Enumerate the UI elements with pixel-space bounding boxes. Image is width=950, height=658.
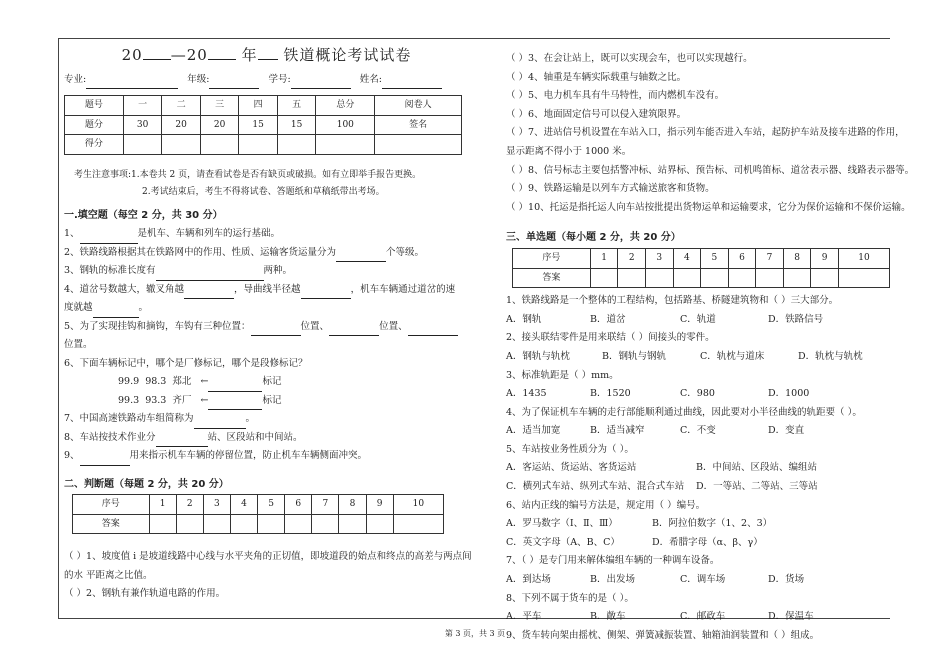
option[interactable]: A．钢轨 bbox=[506, 313, 542, 325]
answer-cell[interactable] bbox=[258, 514, 285, 534]
score-cell: 15 bbox=[277, 115, 316, 135]
choice-q9: 9、货车转向架由摇枕、侧架、弹簧减振装置、轴箱油润装置和（ ）组成。 bbox=[506, 629, 820, 641]
table-cell: 6 bbox=[728, 248, 756, 268]
answer-cell[interactable] bbox=[285, 514, 312, 534]
option[interactable]: B．阿拉伯数字（1、2、3） bbox=[652, 518, 773, 530]
score-cell: 题号 bbox=[65, 96, 124, 116]
score-cell: 20 bbox=[162, 115, 201, 135]
mark-text: 93.3 bbox=[145, 394, 167, 406]
table-cell: 答案 bbox=[513, 268, 591, 288]
table-cell: 4 bbox=[673, 248, 701, 268]
option[interactable]: B．中间站、区段站、编组站 bbox=[696, 462, 817, 474]
title-mid: —20 bbox=[170, 46, 208, 64]
judge-header-row bbox=[73, 495, 444, 515]
judge-answer-row bbox=[73, 514, 444, 534]
section-1-title: 一.填空题（每空 2 分，共 30 分） bbox=[64, 209, 223, 221]
answer-blank[interactable] bbox=[408, 325, 458, 336]
choice-q6: 6、站内正线的编号方法是，规定用（ ）编号。 bbox=[506, 499, 706, 511]
name-field[interactable] bbox=[382, 78, 442, 89]
option[interactable]: D．变直 bbox=[768, 425, 805, 437]
option[interactable]: C．轨道 bbox=[680, 313, 716, 325]
title-year: 年 bbox=[241, 46, 258, 64]
fill-q6-mark-a bbox=[64, 373, 469, 392]
option[interactable]: B．钢轨与钢轨 bbox=[602, 350, 666, 362]
answer-blank[interactable] bbox=[336, 251, 386, 262]
q-text: 7、中国高速铁路动车组简称为 bbox=[64, 413, 194, 424]
choice-q1-options bbox=[506, 311, 890, 330]
q-text: 站、区段站和中间站。 bbox=[207, 431, 303, 443]
option[interactable]: D．一等站、二等站、三等站 bbox=[696, 481, 818, 493]
judge-q3: （ ）3、在会让站上，既可以实现会车，也可以实现越行。 bbox=[506, 53, 753, 64]
table-cell: 8 bbox=[783, 248, 811, 268]
arrow-icon: ← bbox=[200, 376, 209, 387]
option[interactable]: C．英文字母（A、B、C） bbox=[506, 536, 620, 548]
answer-blank[interactable] bbox=[251, 325, 301, 336]
title-main: 铁道概论考试试卷 bbox=[283, 46, 412, 64]
table-cell: 3 bbox=[645, 248, 673, 268]
table-cell: 5 bbox=[258, 495, 285, 515]
fill-q8 bbox=[64, 429, 469, 448]
mark-text: 郑北 bbox=[172, 376, 192, 387]
section-2-title: 二、判断题（每题 2 分，共 20 分） bbox=[64, 478, 229, 490]
answer-cell[interactable] bbox=[618, 268, 646, 288]
table-cell: 5 bbox=[701, 248, 729, 268]
score-cell: 总分 bbox=[316, 96, 375, 116]
exam-title bbox=[64, 46, 469, 65]
judge-q7: （ ）7、进站信号机设置在车站入口，指示列车能否进入车站，起防护车站及接车进路的作用， bbox=[506, 127, 905, 139]
judge-q9: （ ）9、铁路运输是以列车方式输送旅客和货物。 bbox=[506, 183, 715, 195]
answer-blank[interactable] bbox=[194, 418, 246, 429]
choice-q7-options bbox=[506, 571, 890, 590]
fill-q7 bbox=[64, 410, 469, 429]
choice-q1: 1、铁路线路是一个整体的工程结构，包括路基、桥隧建筑物和（ ）三大部分。 bbox=[506, 295, 839, 307]
answer-blank[interactable] bbox=[208, 381, 262, 392]
title-blank-2 bbox=[208, 59, 236, 60]
choice-answer-table bbox=[512, 248, 890, 288]
option[interactable]: C．不变 bbox=[680, 425, 716, 437]
choice-q6-options-2 bbox=[506, 534, 890, 553]
table-cell: 10 bbox=[838, 248, 889, 268]
choice-q8: 8、下列不属于货车的是（ ）。 bbox=[506, 592, 634, 604]
q-text: 度就越 bbox=[64, 302, 93, 313]
option[interactable]: A．客运站、货运站、客货运站 bbox=[506, 462, 637, 474]
answer-cell[interactable] bbox=[756, 268, 784, 288]
table-cell: 1 bbox=[149, 495, 176, 515]
fill-q4-cont: 度就越 。 bbox=[64, 299, 469, 318]
option[interactable]: C．横列式车站、纵列式车站、混合式车站 bbox=[506, 481, 685, 493]
q-text: 9、 bbox=[64, 450, 80, 461]
option[interactable]: C．调车场 bbox=[680, 574, 726, 586]
fill-q9 bbox=[64, 447, 469, 466]
q-text: 是机车、车辆和列车的运行基础。 bbox=[137, 228, 281, 239]
table-cell: 序号 bbox=[73, 495, 150, 515]
q-text: 3、钢轨的标准长度有 bbox=[64, 265, 156, 276]
judge-q5: （ ）5、电力机车具有牛马特性，而内燃机车没有。 bbox=[506, 90, 725, 102]
score-table bbox=[64, 95, 462, 155]
table-cell: 2 bbox=[176, 495, 203, 515]
judge-q8: （ ）8、信号标志主要包括警冲标、站界标、预告标、司机鸣笛标、道岔表示器、线路表示器等。 bbox=[506, 164, 915, 176]
answer-cell[interactable] bbox=[176, 514, 203, 534]
fill-q1 bbox=[64, 225, 469, 244]
q-text: 5、为了实现挂钩和摘钩，车钩有三种位置： bbox=[64, 320, 251, 332]
id-field[interactable] bbox=[291, 78, 351, 89]
option[interactable]: A．适当加宽 bbox=[506, 425, 561, 437]
answer-blank[interactable] bbox=[80, 455, 130, 466]
option[interactable]: D．1000 bbox=[768, 388, 810, 400]
name-label: 姓名: bbox=[359, 73, 382, 85]
q-text: ，机车车辆通过道岔的速 bbox=[350, 283, 456, 295]
q-text: 6、下面车辆标记中，哪个是厂修标记，哪个是段修标记？ bbox=[64, 357, 308, 369]
table-cell: 6 bbox=[285, 495, 312, 515]
left-column bbox=[64, 40, 472, 604]
score-cell: 二 bbox=[162, 96, 201, 116]
choice-header-row bbox=[513, 248, 890, 268]
option[interactable]: A．到达场 bbox=[506, 574, 551, 586]
score-input-cell[interactable] bbox=[277, 135, 316, 155]
q-text: 个等级。 bbox=[386, 246, 425, 258]
answer-cell[interactable] bbox=[838, 268, 889, 288]
q-text: 位置、 bbox=[300, 320, 330, 332]
score-cell: 题分 bbox=[65, 115, 124, 135]
grade-field[interactable] bbox=[209, 78, 259, 89]
title-blank-3 bbox=[258, 59, 278, 60]
answer-cell[interactable] bbox=[230, 514, 257, 534]
answer-blank[interactable] bbox=[80, 233, 138, 244]
table-cell: 7 bbox=[312, 495, 339, 515]
option[interactable]: D．货场 bbox=[768, 574, 805, 586]
fill-q3 bbox=[64, 262, 469, 281]
score-cell: 15 bbox=[239, 115, 278, 135]
option[interactable]: B．适当减窄 bbox=[590, 425, 645, 437]
mark-text: 标记 bbox=[262, 394, 282, 406]
score-cell: 签名 bbox=[375, 115, 462, 135]
table-cell: 序号 bbox=[513, 248, 591, 268]
score-input-cell[interactable] bbox=[200, 135, 239, 155]
answer-cell[interactable] bbox=[673, 268, 701, 288]
score-cell: 30 bbox=[123, 115, 162, 135]
answer-blank[interactable] bbox=[184, 288, 234, 299]
choice-q2-options bbox=[506, 348, 890, 367]
option[interactable]: D．铁路信号 bbox=[768, 313, 824, 325]
fill-q5-cont bbox=[64, 336, 469, 355]
answer-cell[interactable] bbox=[149, 514, 176, 534]
choice-q4-options bbox=[506, 422, 890, 441]
top-rule bbox=[58, 38, 890, 39]
mark-text: 齐厂 bbox=[172, 394, 192, 406]
answer-cell[interactable] bbox=[783, 268, 811, 288]
score-cell: 一 bbox=[123, 96, 162, 116]
judge-q4: （ ）4、轴重是车辆实际载重与轴数之比。 bbox=[506, 71, 687, 83]
option[interactable]: D．希腊字母（α、β、γ） bbox=[652, 536, 763, 548]
q-text: 两种。 bbox=[263, 265, 293, 276]
score-cell: 100 bbox=[316, 115, 375, 135]
major-label: 专业: bbox=[64, 73, 87, 85]
choice-q2: 2、接头联结零件是用来联结（ ）间接头的零件。 bbox=[506, 332, 715, 344]
choice-q3-options bbox=[506, 385, 890, 404]
option[interactable]: D．保温车 bbox=[768, 611, 814, 623]
option[interactable]: C．邮政车 bbox=[680, 611, 726, 623]
fill-q2 bbox=[64, 244, 469, 263]
choice-q3: 3、标准轨距是（ ）mm。 bbox=[506, 369, 619, 381]
answer-cell[interactable] bbox=[645, 268, 673, 288]
choice-q5-options-2 bbox=[506, 478, 890, 497]
notice-line-2: 2.考试结束后，考生不得将试卷、答题纸和草稿纸带出考场。 bbox=[142, 186, 385, 197]
answer-cell[interactable] bbox=[701, 268, 729, 288]
score-cell: 得分 bbox=[65, 135, 124, 155]
answer-cell[interactable] bbox=[366, 514, 393, 534]
page-footer: 第 3 页，共 3 页 bbox=[444, 629, 506, 638]
judge-q7-cont: 显示距离不得小于 1000 米。 bbox=[506, 145, 632, 157]
choice-q6-options-1 bbox=[506, 515, 890, 534]
judge-q2: （ ）2、钢轨有兼作轨道电路的作用。 bbox=[64, 588, 226, 599]
q-text: 1、 bbox=[64, 228, 80, 239]
table-cell: 8 bbox=[339, 495, 366, 515]
table-cell: 2 bbox=[618, 248, 646, 268]
right-column bbox=[506, 50, 915, 645]
score-got-row bbox=[65, 135, 462, 155]
notice bbox=[64, 167, 469, 201]
answer-cell[interactable] bbox=[203, 514, 230, 534]
fill-q6 bbox=[64, 355, 469, 374]
choice-q8-options bbox=[506, 608, 890, 627]
answer-blank[interactable] bbox=[329, 325, 379, 336]
answer-blank[interactable] bbox=[301, 288, 351, 299]
score-header-row bbox=[65, 96, 462, 116]
answer-blank[interactable] bbox=[208, 399, 262, 410]
left-rule bbox=[58, 38, 59, 618]
table-cell: 10 bbox=[393, 495, 443, 515]
answer-cell[interactable] bbox=[312, 514, 339, 534]
answer-blank[interactable] bbox=[93, 307, 139, 318]
table-cell: 4 bbox=[230, 495, 257, 515]
mark-text: 99.9 bbox=[118, 376, 140, 387]
table-cell: 7 bbox=[756, 248, 784, 268]
option[interactable]: A．平车 bbox=[506, 611, 542, 623]
arrow-icon: ← bbox=[200, 394, 209, 406]
q-text: 4、道岔号数越大，辙叉角越 bbox=[64, 283, 185, 295]
score-input-cell[interactable] bbox=[123, 135, 162, 155]
judge-q1-cont: 的水 平距离之比值。 bbox=[64, 569, 153, 581]
option[interactable]: B．出发场 bbox=[590, 574, 635, 586]
answer-cell[interactable] bbox=[393, 514, 443, 534]
q-text: 用来指示机车车辆的停留位置，防止机车车辆侧面冲突。 bbox=[129, 450, 368, 461]
option[interactable]: A．罗马数字（Ⅰ、Ⅱ、Ⅲ） bbox=[506, 518, 618, 530]
choice-q4: 4、为了保证机车车辆的走行部能顺利通过曲线，因此要对小半径曲线的轨距要（ ）。 bbox=[506, 406, 862, 418]
q-text: 位置、 bbox=[379, 320, 408, 332]
notice-line-1: 考生注意事项:1.本卷共 2 页，请查看试卷是否有缺页或破损。如有立即举手报告更换。 bbox=[74, 169, 422, 180]
mark-text: 99.3 bbox=[118, 394, 140, 406]
score-cell: 四 bbox=[239, 96, 278, 116]
mark-text: 标记 bbox=[262, 376, 282, 387]
score-cell: 20 bbox=[200, 115, 239, 135]
student-info bbox=[64, 71, 469, 90]
q-text: 2、铁路线路根据其在铁路网中的作用、性质、运输客货运量分为 bbox=[64, 246, 337, 258]
score-cell: 三 bbox=[200, 96, 239, 116]
judge-answer-table bbox=[72, 494, 444, 534]
option[interactable]: B．1520 bbox=[590, 388, 631, 400]
table-cell: 1 bbox=[590, 248, 618, 268]
answer-blank[interactable] bbox=[156, 270, 264, 281]
judge-q1: （ ）1、坡度值 i 是坡道线路中心线与水平夹角的正切值，即坡道段的始点和终点的高差与两点间 bbox=[64, 551, 472, 562]
judge-q6: （ ）6、地面固定信号可以侵入建筑限界。 bbox=[506, 108, 687, 120]
answer-cell[interactable] bbox=[339, 514, 366, 534]
score-input-cell[interactable] bbox=[316, 135, 375, 155]
fill-q6-mark-b bbox=[64, 392, 469, 411]
option[interactable]: D．轨枕与轨枕 bbox=[798, 350, 863, 362]
answer-cell[interactable] bbox=[590, 268, 618, 288]
option[interactable]: B．敞车 bbox=[590, 611, 626, 623]
q-text: 8、车站按技术作业分 bbox=[64, 431, 156, 443]
table-cell: 3 bbox=[203, 495, 230, 515]
answer-blank[interactable] bbox=[156, 436, 208, 447]
grade-label: 年级: bbox=[187, 73, 210, 85]
score-input-cell[interactable] bbox=[162, 135, 201, 155]
q-text: 。 bbox=[245, 413, 256, 424]
score-cell: 阅卷人 bbox=[375, 96, 462, 116]
option[interactable]: A．1435 bbox=[506, 388, 547, 400]
fill-q4 bbox=[64, 281, 469, 300]
option[interactable]: B．道岔 bbox=[590, 313, 626, 325]
judge-q10: （ ）10、托运是指托运人向车站按批提出货物运单和运输要求，它分为保价运输和不保价运输。 bbox=[506, 201, 911, 213]
choice-q7: 7、（ ）是专门用来解体编组车辆的一种调车设备。 bbox=[506, 555, 720, 567]
choice-answer-row bbox=[513, 268, 890, 288]
choice-q5: 5、车站按业务性质分为（ ）。 bbox=[506, 443, 634, 455]
table-cell: 9 bbox=[811, 248, 839, 268]
answer-cell[interactable] bbox=[811, 268, 839, 288]
option[interactable]: C．980 bbox=[680, 388, 715, 400]
q-text: 位置。 bbox=[64, 339, 93, 350]
title-blank-1 bbox=[143, 59, 171, 60]
table-cell: 9 bbox=[366, 495, 393, 515]
choice-q5-options-1 bbox=[506, 459, 890, 478]
answer-cell[interactable] bbox=[728, 268, 756, 288]
q-text: ，导曲线半径越 bbox=[234, 283, 301, 295]
fill-q5 bbox=[64, 318, 469, 337]
score-input-cell[interactable] bbox=[375, 135, 462, 155]
option[interactable]: C．轨枕与道床 bbox=[700, 350, 765, 362]
score-input-cell[interactable] bbox=[239, 135, 278, 155]
id-label: 学号: bbox=[268, 73, 291, 85]
section-3-title: 三、单选题（每小题 2 分，共 20 分） bbox=[506, 232, 681, 244]
score-points-row bbox=[65, 115, 462, 135]
table-cell: 答案 bbox=[73, 514, 150, 534]
mark-text: 98.3 bbox=[145, 376, 167, 387]
option[interactable]: A．钢轨与轨枕 bbox=[506, 350, 570, 362]
major-field[interactable] bbox=[86, 78, 178, 89]
score-cell: 五 bbox=[277, 96, 316, 116]
title-prefix: 20 bbox=[121, 46, 143, 64]
